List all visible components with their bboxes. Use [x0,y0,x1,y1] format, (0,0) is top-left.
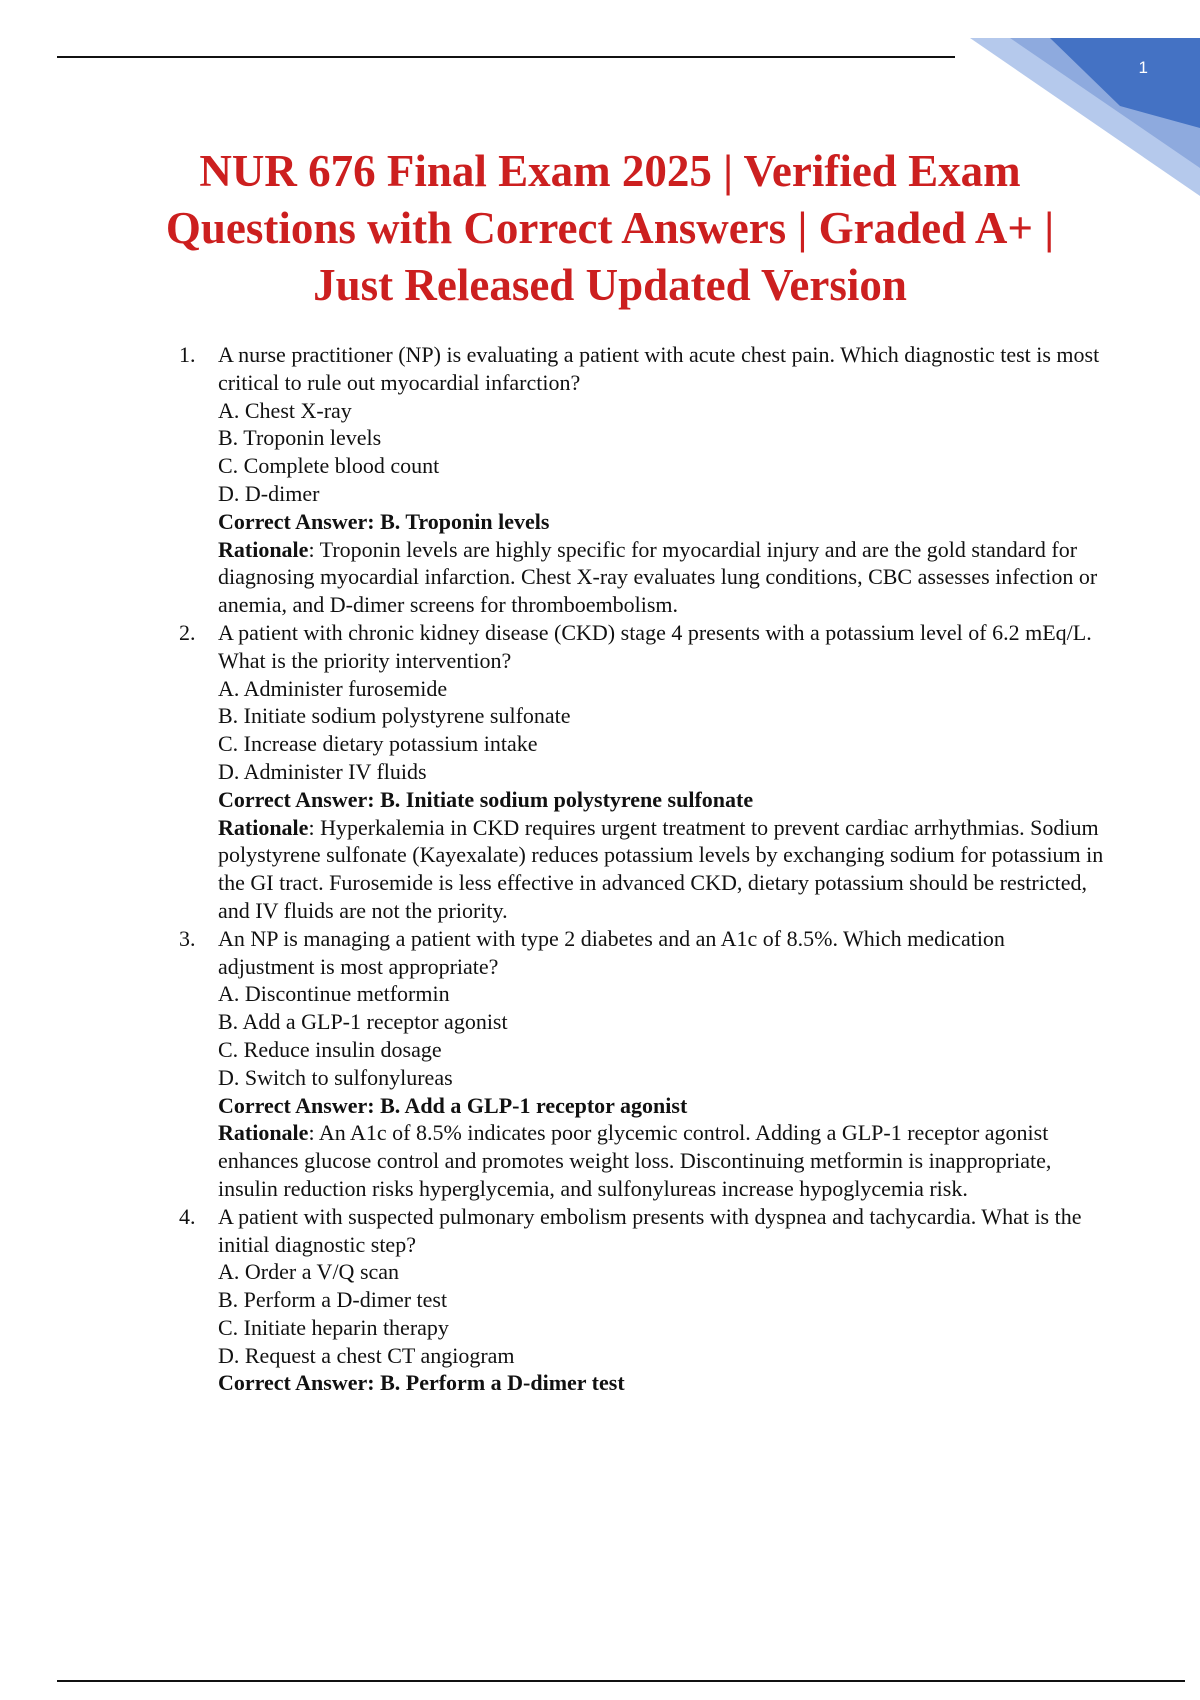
answer-option: D. Switch to sulfonylureas [218,1064,453,1090]
answer-option: D. D-dimer [218,480,320,506]
question-item [175,619,1105,925]
answer-option: D. Administer IV fluids [218,758,427,784]
rationale-text: : Troponin levels are highly specific for myocardial injury and are the gold standard for diagnosing myocardial infarction. Chest X-ray evaluates lung conditions, CBC assesses infection or anemia, and D-dimer screens for thromboembolism. [218,536,1098,618]
answer-option: C. Complete blood count [218,453,440,479]
question-number: 3. [179,925,196,951]
correct-answer: Correct Answer: B. Perform a D-dimer test [218,1370,625,1396]
answer-option: A. Order a V/Q scan [218,1259,400,1285]
answer-option: A. Administer furosemide [218,675,448,701]
answer-option: C. Increase dietary potassium intake [218,731,538,757]
rationale-label: Rationale [218,536,309,562]
answer-option: B. Initiate sodium polystyrene sulfonate [218,703,571,729]
correct-answer: Correct Answer: B. Initiate sodium polystyrene sulfonate [218,786,754,812]
document-title: NUR 676 Final Exam 2025 | Verified Exam Questions with Correct Answers | Graded A+ | Just Released Updated Version [165,146,1055,310]
correct-answer: Correct Answer: B. Troponin levels [218,508,550,534]
rationale [218,814,1105,925]
question-number: 1. [179,342,196,367]
answer-option: A. Discontinue metformin [218,981,450,1007]
question-stem: An NP is managing a patient with type 2 diabetes and an A1c of 8.5%. Which medication adjustment is most appropriate? [218,925,1005,979]
answer-option: D. Request a chest CT angiogram [218,1342,515,1368]
question-number: 2. [179,619,196,645]
answer-option: C. Reduce insulin dosage [218,1036,442,1062]
answer-option: B. Add a GLP-1 receptor agonist [218,1009,508,1035]
answer-option: B. Perform a D-dimer test [218,1287,448,1313]
correct-answer: Correct Answer: B. Add a GLP-1 receptor agonist [218,1092,688,1118]
question-number: 4. [179,1203,196,1229]
question-stem: A patient with suspected pulmonary embolism presents with dyspnea and tachycardia. What is the initial diagnostic step? [218,1203,1082,1257]
footer-rule [57,1680,1185,1682]
answer-option: B. Troponin levels [218,425,382,451]
answer-option: C. Initiate heparin therapy [218,1314,449,1340]
rationale-label: Rationale [218,1120,309,1146]
question-list [175,341,1105,1397]
question-item [175,1203,1105,1398]
question-item [175,925,1105,1203]
rationale-text: : An A1c of 8.5% indicates poor glycemic control. Adding a GLP-1 receptor agonist enhances glucose control and promotes weight loss. Discontinuing metformin is inappropriate, insulin reduction risks hyperglycemia, and sulfonylureas increase hypoglycemia risk. [218,1120,1052,1201]
header-rule [57,56,955,58]
rationale [218,1119,1105,1202]
rationale [218,536,1105,619]
rationale-text: : Hyperkalemia in CKD requires urgent treatment to prevent cardiac arrhythmias. Sodium polystyrene sulfonate (Kayexalate) reduces potassium levels by exchanging sodium for potassium in the GI tract. Furosemide is less effective in advanced CKD, dietary potassium should be restricted, and IV fluids are not the priority. [218,814,1104,923]
question-stem: A nurse practitioner (NP) is evaluating a patient with acute chest pain. Which diagnostic test is most critical to rule out myocardial infarction? [218,342,1100,395]
question-item [175,341,1105,619]
answer-option: A. Chest X-ray [218,397,352,423]
question-stem: A patient with chronic kidney disease (CKD) stage 4 presents with a potassium level of 6.2 mEq/L. What is the priority intervention? [218,619,1092,673]
page-number: 1 [1138,58,1148,77]
rationale-label: Rationale [218,814,309,840]
